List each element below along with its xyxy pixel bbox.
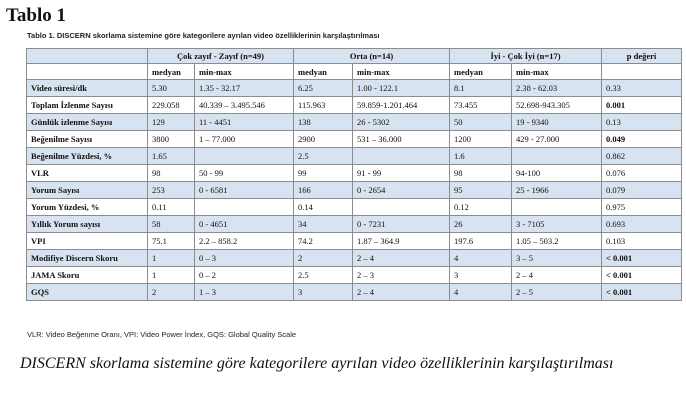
figure-caption: DISCERN skorlama sistemine göre kategorilere ayrılan video özelliklerinin karşılaştırılması (20, 355, 614, 372)
table-cell: 74.2 (294, 233, 353, 250)
table-row (27, 165, 682, 182)
table-cell: 0 - 7231 (353, 216, 450, 233)
table-cell: 0.14 (294, 199, 353, 216)
table-cell: 2 – 4 (353, 250, 450, 267)
table-cell: 95 (450, 182, 512, 199)
sub-header-empty-cell (602, 64, 682, 80)
row-label: Günlük izlenme Sayısı (27, 114, 148, 131)
table-cell: 19 - 9340 (512, 114, 602, 131)
table-cell: 2 – 5 (512, 284, 602, 301)
table-cell (195, 199, 294, 216)
table-cell: 197.6 (450, 233, 512, 250)
group-header-cell: İyi - Çok İyi (n=17) (450, 49, 602, 64)
sub-header-cell: medyan (450, 64, 512, 80)
table-row (27, 80, 682, 97)
table-row (27, 97, 682, 114)
row-label: Yıllık Yorum sayısı (27, 216, 148, 233)
table-cell: 75.1 (148, 233, 195, 250)
table-cell: 50 (450, 114, 512, 131)
table-cell: 8.1 (450, 80, 512, 97)
table-cell: 11 - 4451 (195, 114, 294, 131)
table-footnote: VLR: Video Beğenme Oranı, VPI: Video Power İndex, GQS: Global Quality Scale (27, 330, 297, 339)
table-row (27, 216, 682, 233)
table-heading: Tablo 1 (6, 5, 67, 26)
row-label: VPI (27, 233, 148, 250)
table-cell: 34 (294, 216, 353, 233)
table-cell: 1200 (450, 131, 512, 148)
data-table (26, 48, 682, 301)
table-cell: 166 (294, 182, 353, 199)
table-cell: 59.859-1.201.464 (353, 97, 450, 114)
group-header-row (27, 49, 682, 64)
table-cell: 0 - 4651 (195, 216, 294, 233)
table-cell: 91 - 99 (353, 165, 450, 182)
table-row (27, 131, 682, 148)
row-label: Modifiye Discern Skoru (27, 250, 148, 267)
table-cell: 3800 (148, 131, 195, 148)
table-cell: 2 (148, 284, 195, 301)
table-cell: 1.87 – 364.9 (353, 233, 450, 250)
table-cell: 2 – 4 (512, 267, 602, 284)
p-value-cell: 0.13 (602, 114, 682, 131)
table-cell: 0 – 3 (195, 250, 294, 267)
sub-header-cell: medyan (294, 64, 353, 80)
row-label: GQS (27, 284, 148, 301)
p-value-cell: 0.975 (602, 199, 682, 216)
table-cell: 94-100 (512, 165, 602, 182)
table-cell: 2900 (294, 131, 353, 148)
p-value-cell: < 0.001 (602, 284, 682, 301)
table-cell (353, 148, 450, 165)
table-cell: 0 - 2654 (353, 182, 450, 199)
table-cell: 98 (450, 165, 512, 182)
table-cell (353, 199, 450, 216)
table-cell: 253 (148, 182, 195, 199)
table-cell: 2 – 4 (353, 284, 450, 301)
sub-header-row (27, 64, 682, 80)
table-cell: 115.963 (294, 97, 353, 114)
table-cell: 4 (450, 284, 512, 301)
table-cell: 0 – 2 (195, 267, 294, 284)
row-label: Beğenilme Sayısı (27, 131, 148, 148)
table-cell: 2.38 - 62.03 (512, 80, 602, 97)
sub-header-cell: medyan (148, 64, 195, 80)
sub-header-empty-cell (27, 64, 148, 80)
table-row (27, 114, 682, 131)
table-cell: 1.35 - 32.17 (195, 80, 294, 97)
row-label: Yorum Sayısı (27, 182, 148, 199)
table-cell: 2.5 (294, 267, 353, 284)
p-value-cell: < 0.001 (602, 250, 682, 267)
table-cell: 1.00 - 122.1 (353, 80, 450, 97)
p-value-cell: 0.862 (602, 148, 682, 165)
table-cell: 5.30 (148, 80, 195, 97)
group-header-cell: p değeri (602, 49, 682, 64)
p-value-cell: 0.079 (602, 182, 682, 199)
row-label: Toplam İzlenme Sayısı (27, 97, 148, 114)
table-cell: 26 - 5302 (353, 114, 450, 131)
table-cell: 0.12 (450, 199, 512, 216)
table-cell: 52.698-943.305 (512, 97, 602, 114)
group-header-cell: Orta (n=14) (294, 49, 450, 64)
table-caption: Tablo 1. DISCERN skorlama sistemine göre kategorilere ayrılan video özelliklerinin karşılaştırılması (27, 31, 380, 40)
table-cell: 99 (294, 165, 353, 182)
table-cell: 1.6 (450, 148, 512, 165)
table-cell (195, 148, 294, 165)
table-cell: 1.05 – 503.2 (512, 233, 602, 250)
table-cell: 40.339 – 3.495.546 (195, 97, 294, 114)
p-value-cell: 0.693 (602, 216, 682, 233)
table-cell: 2 – 3 (353, 267, 450, 284)
table-cell: 3 – 5 (512, 250, 602, 267)
table-cell: 429 - 27.000 (512, 131, 602, 148)
table-cell: 73.455 (450, 97, 512, 114)
table-cell: 3 (294, 284, 353, 301)
row-label: VLR (27, 165, 148, 182)
row-label: Video süresi/dk (27, 80, 148, 97)
table-cell: 138 (294, 114, 353, 131)
table-row (27, 148, 682, 165)
table-cell: 58 (148, 216, 195, 233)
sub-header-cell: min-max (353, 64, 450, 80)
table-cell (512, 199, 602, 216)
table-cell: 129 (148, 114, 195, 131)
row-label: Yorum Yüzdesi, % (27, 199, 148, 216)
table-cell: 0.11 (148, 199, 195, 216)
table-row (27, 284, 682, 301)
sub-header-cell: min-max (195, 64, 294, 80)
group-header-cell: Çok zayıf - Zayıf (n=49) (148, 49, 294, 64)
table-row (27, 199, 682, 216)
table-cell: 6.25 (294, 80, 353, 97)
table-cell (512, 148, 602, 165)
table-cell: 2.2 – 858.2 (195, 233, 294, 250)
p-value-cell: 0.103 (602, 233, 682, 250)
table-cell: 1 – 77.000 (195, 131, 294, 148)
row-label: Beğenilme Yüzdesi, % (27, 148, 148, 165)
p-value-cell: 0.33 (602, 80, 682, 97)
row-label: JAMA Skoru (27, 267, 148, 284)
header-empty-cell (27, 49, 148, 64)
p-value-cell: < 0.001 (602, 267, 682, 284)
table-cell: 1 (148, 267, 195, 284)
table-cell: 3 - 7105 (512, 216, 602, 233)
table-cell: 25 - 1966 (512, 182, 602, 199)
table-cell: 3 (450, 267, 512, 284)
table-row (27, 250, 682, 267)
table-cell: 0 - 6581 (195, 182, 294, 199)
table-cell: 98 (148, 165, 195, 182)
table-row (27, 267, 682, 284)
table-cell: 2.5 (294, 148, 353, 165)
table-cell: 1.65 (148, 148, 195, 165)
p-value-cell: 0.049 (602, 131, 682, 148)
table-cell: 531 – 36.000 (353, 131, 450, 148)
table-row (27, 182, 682, 199)
table-cell: 1 (148, 250, 195, 267)
p-value-cell: 0.076 (602, 165, 682, 182)
table-cell: 2 (294, 250, 353, 267)
table-cell: 1 – 3 (195, 284, 294, 301)
p-value-cell: 0.001 (602, 97, 682, 114)
table-cell: 26 (450, 216, 512, 233)
sub-header-cell: min-max (512, 64, 602, 80)
table-cell: 4 (450, 250, 512, 267)
table-cell: 50 - 99 (195, 165, 294, 182)
table-cell: 229.058 (148, 97, 195, 114)
table-row (27, 233, 682, 250)
